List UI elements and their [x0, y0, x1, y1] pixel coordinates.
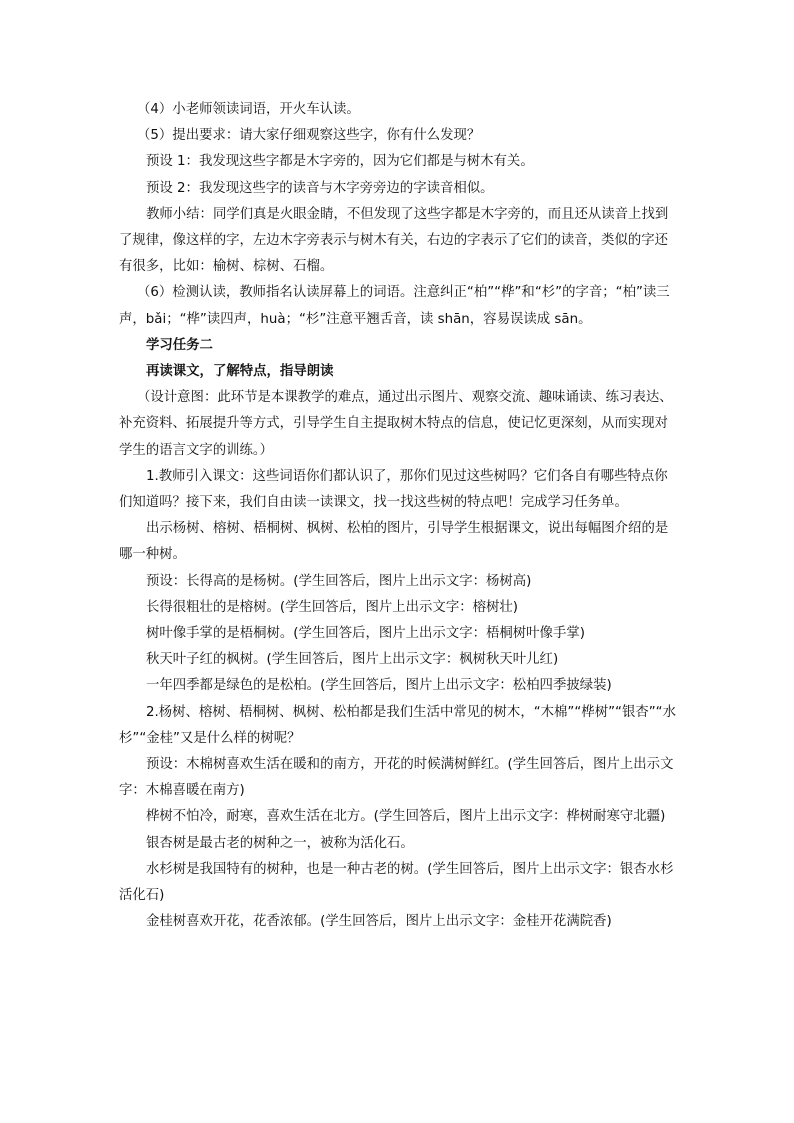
- paragraph-metasequoia: 水杉树是我国特有的树种，也是一种古老的树。(学生回答后，图片上出示文字：银杏水杉活化石): [119, 861, 674, 904]
- paragraph-maple: 秋天叶子红的枫树。(学生回答后，图片上出示文字：枫树秋天叶儿红): [146, 652, 559, 668]
- paragraph-ginkgo: 银杏树是最古老的树种之一，被称为活化石。: [146, 835, 414, 851]
- paragraph-banyan: 长得很粗壮的是榕树。(学生回答后，图片上出示文字：榕树壮): [146, 599, 518, 615]
- paragraph-pine-cypress: 一年四季都是绿色的是松柏。(学生回答后，图片上出示文字：松柏四季披绿装): [146, 678, 612, 694]
- paragraph-step-4: （4）小老师领读词语，开火车认读。: [137, 102, 360, 117]
- paragraph-show-pictures: 出示杨树、榕树、梧桐树、枫树、松柏的图片，引导学生根据课文，说出每幅图介绍的是哪一种树。: [119, 521, 669, 563]
- paragraph-teacher-summary: 教师小结：同学们真是火眼金睛，不但发现了这些字都是木字旁的，而且还从读音上找到了规律，像这样的字，左边木字旁表示与树木有关，右边的字表示了它们的读音，类似的字还有很多，比如：榆树、棕树、石榴。: [119, 206, 669, 275]
- document-page: [119, 97, 679, 936]
- paragraph-preset-poplar: 预设：长得高的是杨树。(学生回答后，图片上出示文字：杨树高): [146, 573, 532, 589]
- paragraph-preset-1: 预设 1：我发现这些字都是木字旁的，因为它们都是与树木有关。: [146, 154, 534, 170]
- paragraph-step-5: （5）提出要求：请大家仔细观察这些字，你有什么发现？: [137, 128, 481, 144]
- paragraph-design-intent: （设计意图：此环节是本课教学的难点，通过出示图片、观察交流、趣味诵读、练习表达、补充资料、拓展提升等方式，引导学生自主提取树木特点的信息，使记忆更深刻，从而实现对学生的语言文字的训练。）: [119, 390, 673, 458]
- paragraph-step-2: 2.杨树、榕树、梧桐树、枫树、松柏都是我们生活中常见的树木，“木棉”“桦树”“银杏”“水杉”“金桂”又是什么样的树呢？: [119, 704, 677, 746]
- paragraph-teacher-intro: 1.教师引入课文：这些词语你们都认识了，那你们见过这些树吗？它们各自有哪些特点你们知道吗？接下来，我们自由读一读课文，找一找这些树的特点吧！完成学习任务单。: [119, 468, 668, 511]
- paragraph-step-6: （6）检测认读，教师指名认读屏幕上的词语。注意纠正“柏”“桦”和“杉”的字音；“柏”读三声，bǎi；“桦”读四声，huà；“杉”注意平翘舌音，读 shān，容易误读成 sān。: [119, 285, 670, 327]
- paragraph-preset-2: 预设 2：我发现这些字的读音与木字旁旁边的字读音相似。: [146, 180, 494, 196]
- section-heading-task-2: 学习任务二: [146, 337, 213, 353]
- paragraph-preset-kapok: 预设：木棉树喜欢生活在暖和的南方，开花的时候满树鲜红。(学生回答后，图片上出示文字：木棉喜暖在南方): [119, 757, 674, 799]
- paragraph-osmanthus: 金桂树喜欢开花，花香浓郁。(学生回答后，图片上出示文字：金桂开花满院香): [146, 914, 612, 930]
- paragraph-birch: 桦树不怕冷，耐寒，喜欢生活在北方。(学生回答后，图片上出示文字：桦树耐寒守北疆): [146, 809, 666, 825]
- paragraph-phoenix-tree: 树叶像手掌的是梧桐树。(学生回答后，图片上出示文字：梧桐树叶像手掌): [146, 626, 585, 642]
- section-subheading: 再读课文，了解特点，指导朗读: [146, 364, 334, 380]
